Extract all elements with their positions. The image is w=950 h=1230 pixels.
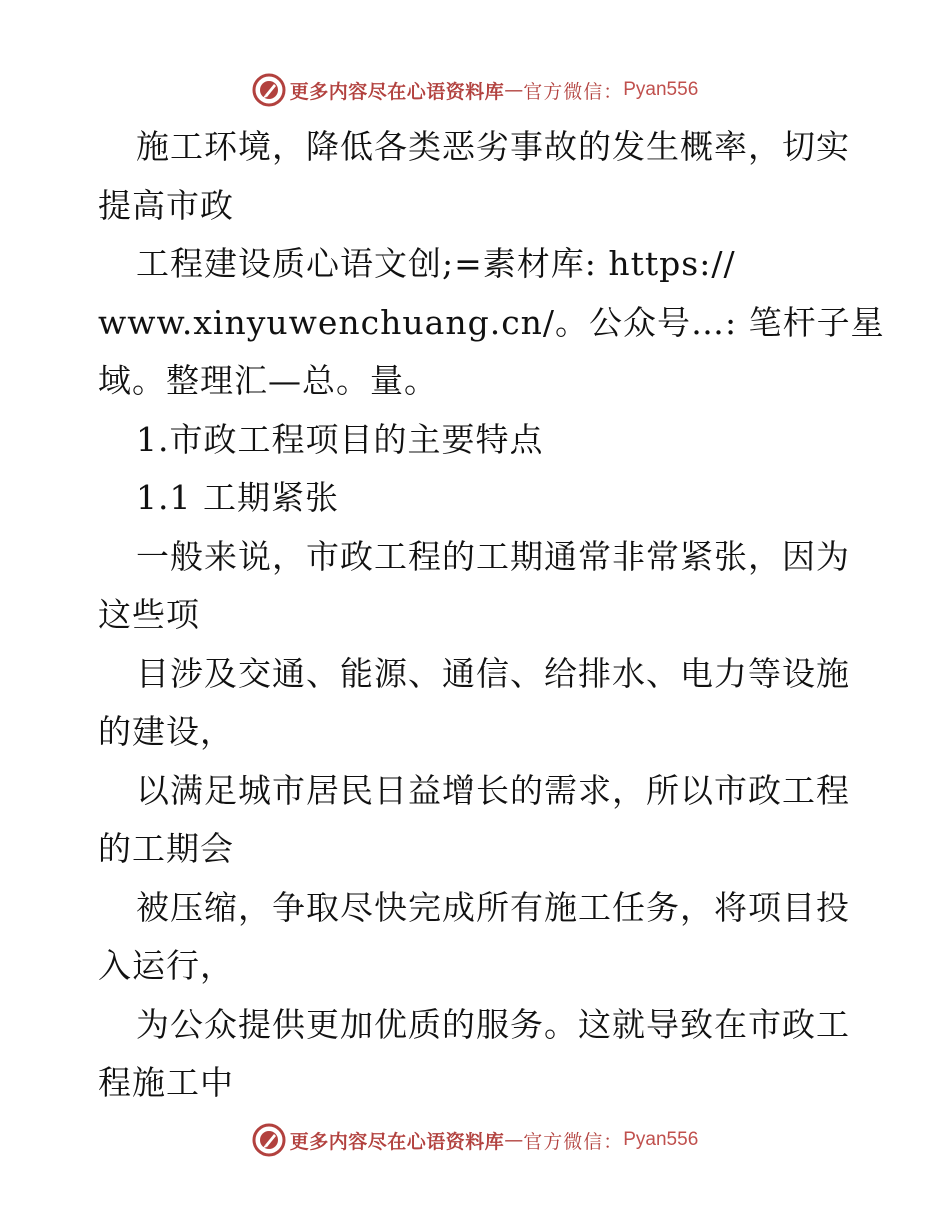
pen-nib-logo-icon	[252, 1123, 286, 1157]
banner-wechat-id: Pyan556	[623, 79, 699, 100]
banner-wechat-label: 官方微信：	[523, 80, 624, 103]
text-line: 程施工中	[98, 1063, 234, 1102]
text-line: 域。整理汇—总。量。	[98, 361, 438, 400]
header-banner	[0, 70, 950, 110]
pen-nib-logo-icon	[252, 73, 286, 107]
banner-dash: —	[504, 79, 524, 101]
text-line: 被压缩，争取尽快完成所有施工任务，将项目投	[136, 887, 850, 927]
banner-wechat-label: 官方微信：	[523, 1130, 624, 1153]
text-line: 目涉及交通、能源、通信、给排水、电力等设施	[136, 653, 850, 693]
text-line: 工程建设质心语文创;=素材库: https://	[136, 244, 736, 283]
text-line: 提高市政	[98, 185, 234, 225]
text-line: 1.市政工程项目的主要特点	[136, 419, 544, 459]
text-line: 的建设，	[98, 712, 234, 751]
banner-title: 更多内容尽在心语资料库	[289, 1130, 505, 1153]
banner-dash: —	[504, 1129, 524, 1151]
footer-banner	[0, 1120, 950, 1160]
text-line: www.xinyuwenchuang.cn/。公众号…: 笔杆子星	[98, 302, 885, 342]
text-line: 一般来说，市政工程的工期通常非常紧张，因为	[136, 536, 850, 576]
banner-title: 更多内容尽在心语资料库	[289, 80, 505, 103]
text-line: 为公众提供更加优质的服务。这就导致在市政工	[136, 1004, 850, 1044]
text-line: 1.1 工期紧张	[136, 478, 339, 517]
text-line: 施工环境，降低各类恶劣事故的发生概率，切实	[136, 127, 850, 166]
text-line: 入运行，	[98, 946, 234, 985]
text-line: 这些项	[98, 595, 200, 634]
text-line: 以满足城市居民日益增长的需求，所以市政工程	[136, 770, 850, 810]
banner-wechat-id: Pyan556	[623, 1129, 699, 1150]
text-line: 的工期会	[98, 829, 234, 868]
document-body	[98, 118, 885, 1113]
